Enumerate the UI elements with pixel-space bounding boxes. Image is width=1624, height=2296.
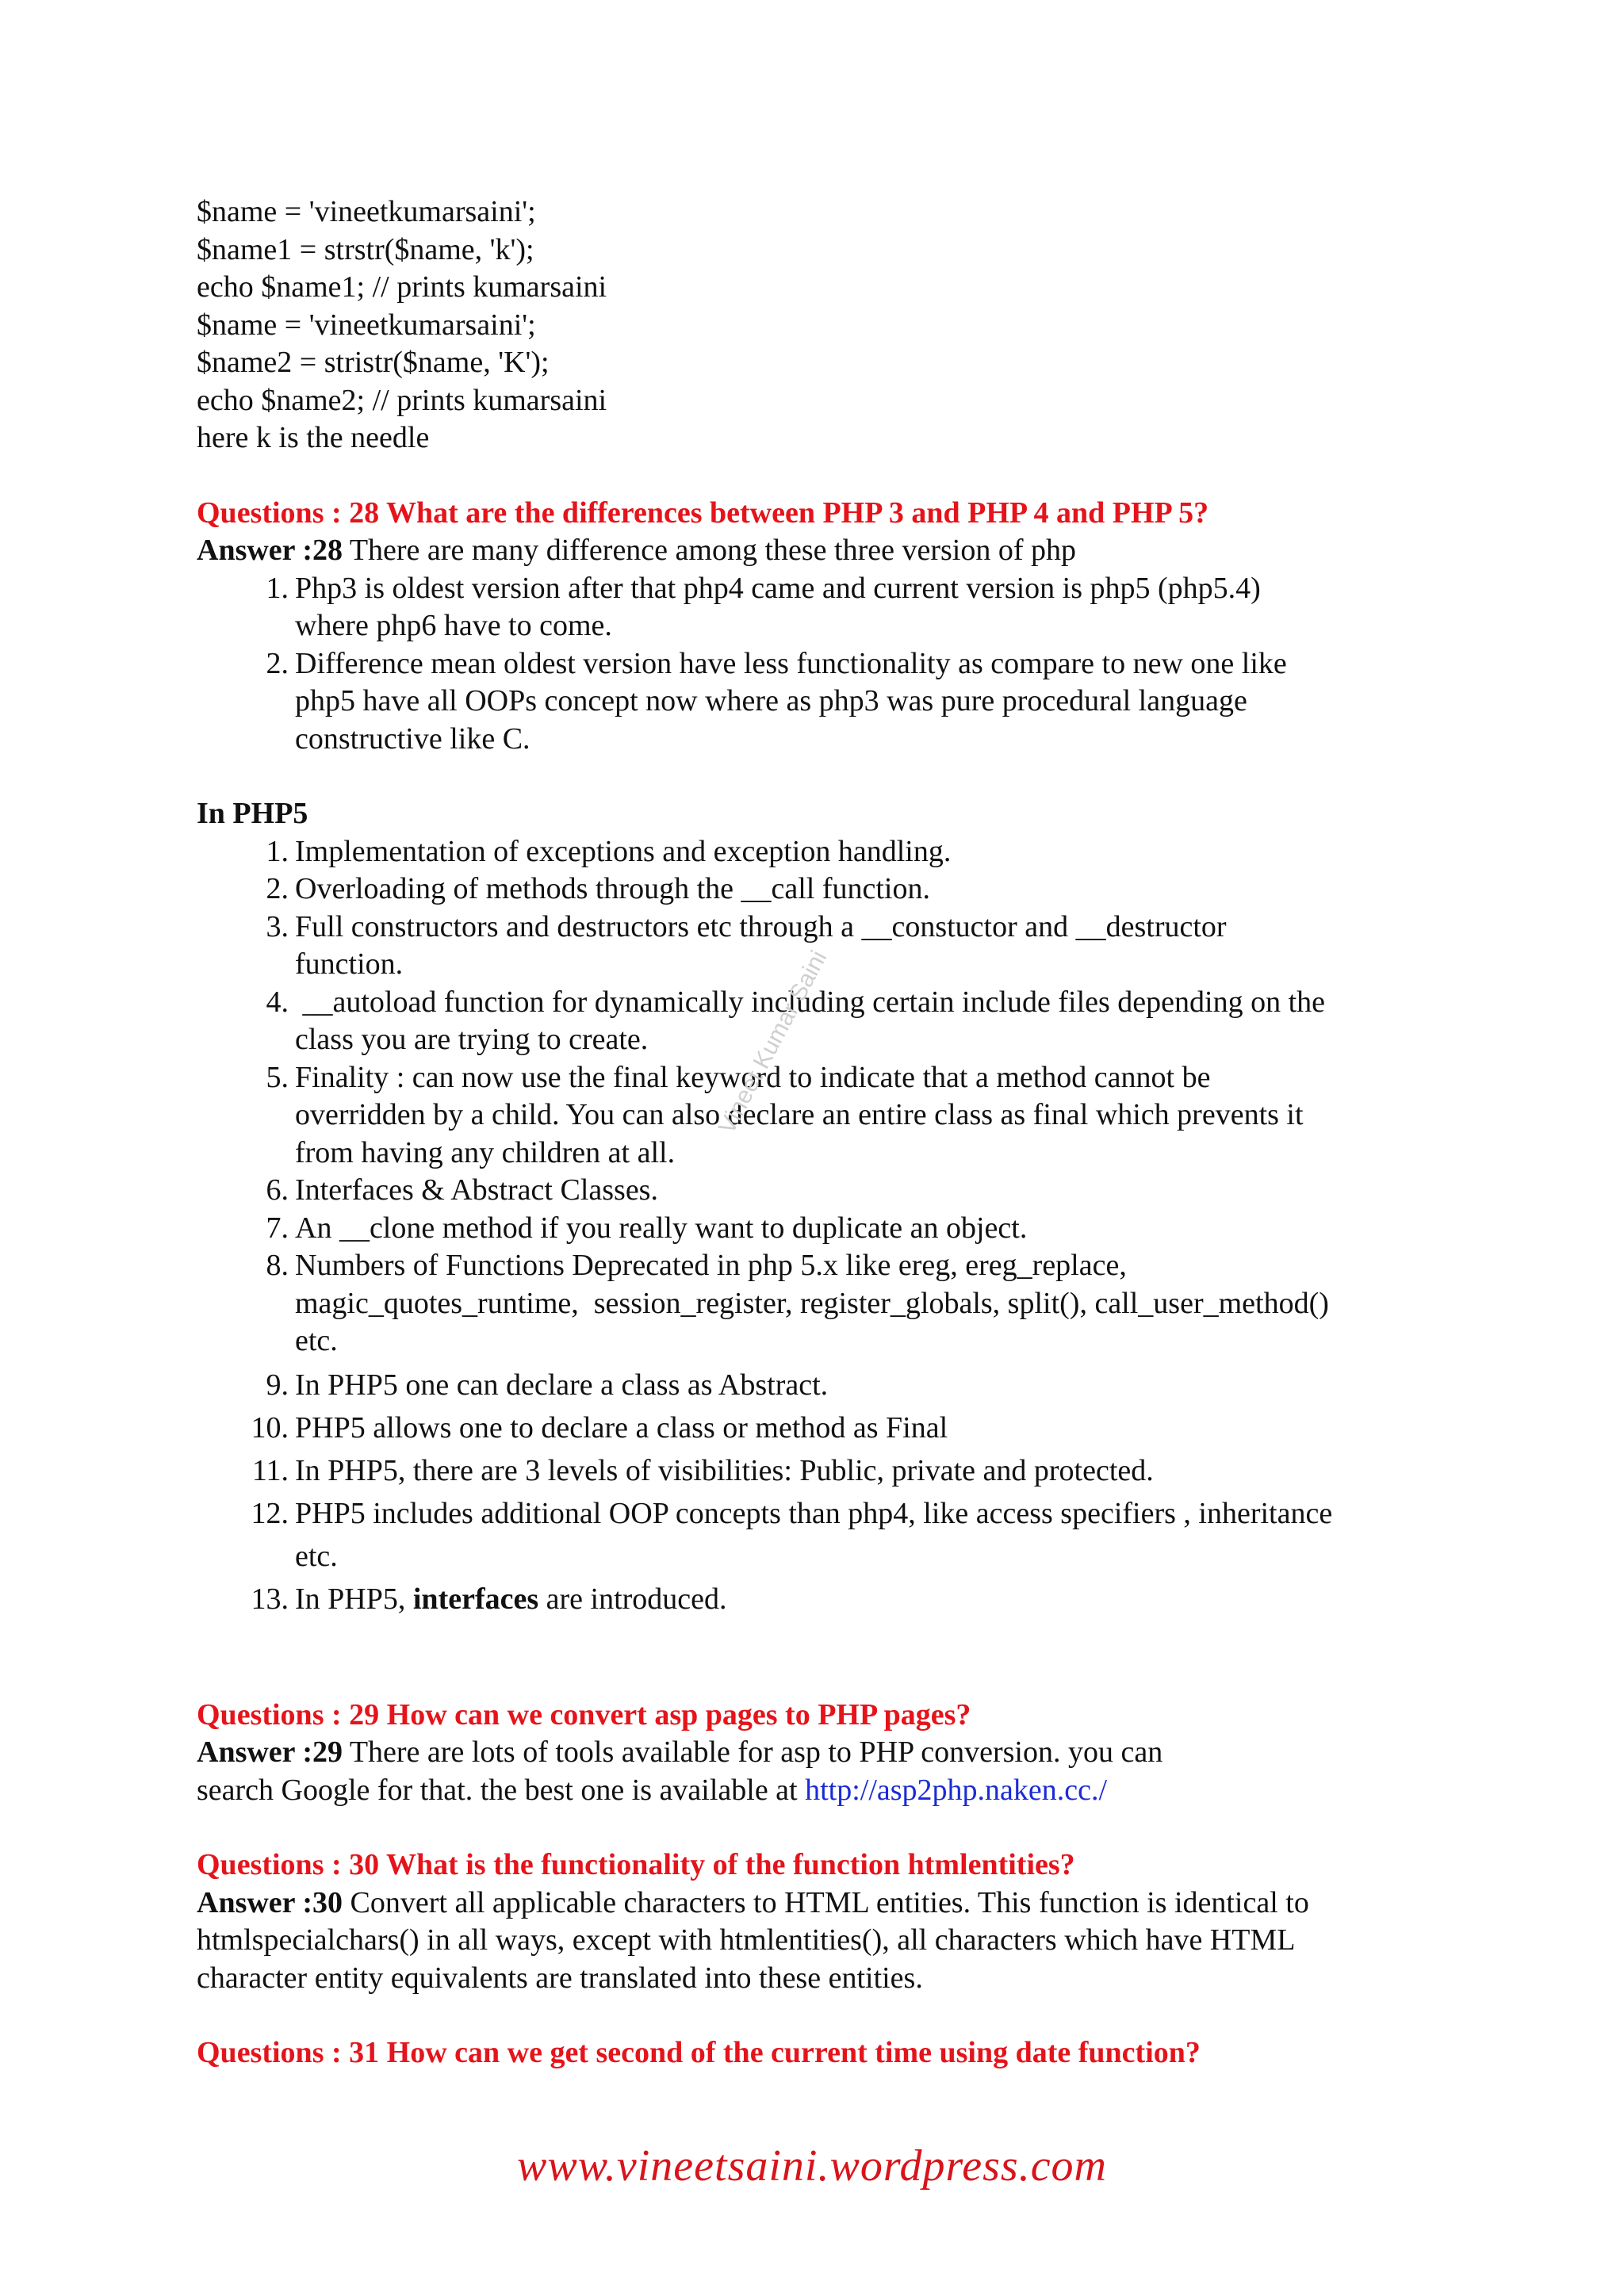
question-heading: Questions : 31 How can we get second of the current time using date function? <box>197 2036 1201 2069</box>
list-item-text: Php3 is oldest version after that php4 came and current version is php5 (php5.4) <box>295 571 1261 605</box>
list-item-text: magic_quotes_runtime, session_register, register_globals, split(), call_user_method() <box>295 1286 1329 1320</box>
question-31 <box>197 2034 1434 2072</box>
list-item-text: Implementation of exceptions and exception handling. <box>295 834 952 868</box>
list-item <box>197 645 1434 759</box>
list-item <box>197 984 1434 1059</box>
spacer <box>197 1997 1434 2034</box>
answer-line <box>197 1734 1434 1772</box>
list-item-text-suffix: are introduced. <box>538 1582 727 1616</box>
answer-text: There are lots of tools available for asp to PHP conversion. you can <box>343 1735 1163 1769</box>
list-item <box>197 871 1434 909</box>
list-item-text: php5 have all OOPs concept now where as php3 was pure procedural language <box>295 684 1247 718</box>
list-number: 7. <box>266 1211 289 1245</box>
list-item-text: Finality : can now use the final keyword to indicate that a method cannot be <box>295 1060 1211 1094</box>
list-number: 9. <box>266 1368 289 1402</box>
section-heading: In PHP5 <box>197 797 308 830</box>
code-line: here k is the needle <box>197 421 430 454</box>
list-item-text: function. <box>295 947 404 981</box>
list-number: 3. <box>266 909 289 943</box>
answer-text: search Google for that. the best one is available at <box>197 1773 806 1807</box>
list-number: 13. <box>251 1582 289 1616</box>
spacer <box>197 1621 1434 1697</box>
answer-text: Convert all applicable characters to HTML entities. This function is identical to <box>343 1885 1309 1919</box>
list-item-text-prefix: In PHP5, <box>295 1582 413 1616</box>
question-29 <box>197 1697 1434 1810</box>
question-30 <box>197 1846 1434 1997</box>
list-item <box>197 1059 1434 1173</box>
spacer <box>197 758 1434 795</box>
list-number: 2. <box>266 646 289 680</box>
code-line: echo $name1; // prints kumarsaini <box>197 270 607 304</box>
list-number: 6. <box>266 1173 289 1207</box>
question-heading: Questions : 30 What is the functionality of the function htmlentities? <box>197 1848 1075 1881</box>
list-number: 1. <box>266 834 289 868</box>
list-item-text: In PHP5, there are 3 levels of visibilities: Public, private and protected. <box>295 1453 1154 1487</box>
list-item-text: PHP5 allows one to declare a class or method as Final <box>295 1410 948 1445</box>
question-heading: Questions : 29 How can we convert asp pages to PHP pages? <box>197 1697 971 1732</box>
list-item <box>197 1492 1434 1578</box>
spacer <box>197 1809 1434 1846</box>
list-item <box>197 1406 1434 1449</box>
list-item-text: An __clone method if you really want to duplicate an object. <box>295 1211 1028 1245</box>
list-item-text: etc. <box>295 1324 338 1357</box>
list-number: 8. <box>266 1249 289 1282</box>
list-item-text: Overloading of methods through the __call function. <box>295 872 930 905</box>
code-line: $name = 'vineetkumarsaini'; <box>197 308 536 342</box>
code-block <box>197 193 1434 457</box>
list-item <box>197 833 1434 871</box>
list-item <box>197 1172 1434 1210</box>
list-item-text: where php6 have to come. <box>295 609 612 642</box>
differences-list <box>197 570 1434 759</box>
list-item <box>197 1210 1434 1248</box>
answer-line <box>197 1772 1434 1810</box>
document-page <box>197 193 1434 2072</box>
list-item-text: Interfaces & Abstract Classes. <box>295 1173 658 1207</box>
php5-features-list <box>197 833 1434 1360</box>
list-item <box>197 1247 1434 1360</box>
footer-website: www.vineetsaini.wordpress.com <box>516 2141 1107 2191</box>
list-number: 2. <box>266 872 289 905</box>
list-item-text: Difference mean oldest version have less functionality as compare to new one like <box>295 646 1287 680</box>
code-line: $name = 'vineetkumarsaini'; <box>197 195 536 228</box>
list-number: 5. <box>266 1060 289 1094</box>
list-item <box>197 570 1434 645</box>
list-item-text: class you are trying to create. <box>295 1023 649 1056</box>
list-item-text: PHP5 includes additional OOP concepts than php4, like access specifiers , inheritance <box>295 1496 1333 1530</box>
list-item <box>197 1578 1434 1621</box>
answer-line: character entity equivalents are translated into these entities. <box>197 1961 923 1995</box>
list-number: 4. <box>266 985 289 1019</box>
list-item-text: In PHP5 one can declare a class as Abstract. <box>295 1368 829 1402</box>
code-line: $name1 = strstr($name, 'k'); <box>197 232 534 266</box>
list-item <box>197 1449 1434 1492</box>
list-item-text: constructive like C. <box>295 721 530 756</box>
php5-section <box>197 795 1434 1621</box>
code-line: $name2 = stristr($name, 'K'); <box>197 346 550 379</box>
list-number: 12. <box>251 1496 289 1530</box>
list-item-text: from having any children at all. <box>295 1135 676 1169</box>
answer-line <box>197 532 1434 570</box>
list-number: 10. <box>251 1410 289 1445</box>
list-number: 11. <box>251 1453 289 1487</box>
php5-features-list-continued <box>197 1364 1434 1621</box>
list-item-text: __autoload function for dynamically including certain include files depending on the <box>295 985 1326 1019</box>
answer-text: There are many difference among these three version of php <box>343 534 1077 567</box>
spacer <box>197 457 1434 495</box>
list-item <box>197 1364 1434 1406</box>
answer-line: htmlspecialchars() in all ways, except with htmlentities(), all characters which have HTML <box>197 1923 1296 1957</box>
answer-label: Answer :30 <box>197 1885 343 1919</box>
code-line: echo $name2; // prints kumarsaini <box>197 383 607 417</box>
keyword-interfaces: interfaces <box>412 1582 539 1616</box>
asp2php-link[interactable]: http://asp2php.naken.cc./ <box>805 1773 1108 1807</box>
answer-label: Answer :29 <box>197 1735 343 1769</box>
list-item-text: Full constructors and destructors etc through a __constuctor and __destructor <box>295 909 1227 943</box>
answer-line <box>197 1885 1434 1923</box>
list-item-text: etc. <box>295 1539 338 1573</box>
watermark: Vineet Kumar Saini <box>714 946 833 1138</box>
answer-label: Answer :28 <box>197 534 343 567</box>
list-item-text: overridden by a child. You can also declare an entire class as final which prevents it <box>295 1098 1304 1131</box>
question-heading: Questions : 28 What are the differences between PHP 3 and PHP 4 and PHP 5? <box>197 496 1209 530</box>
question-28 <box>197 495 1434 759</box>
list-number: 1. <box>266 571 289 605</box>
list-item-text: Numbers of Functions Deprecated in php 5.x like ereg, ereg_replace, <box>295 1249 1127 1282</box>
list-item-text <box>295 1578 1434 1621</box>
